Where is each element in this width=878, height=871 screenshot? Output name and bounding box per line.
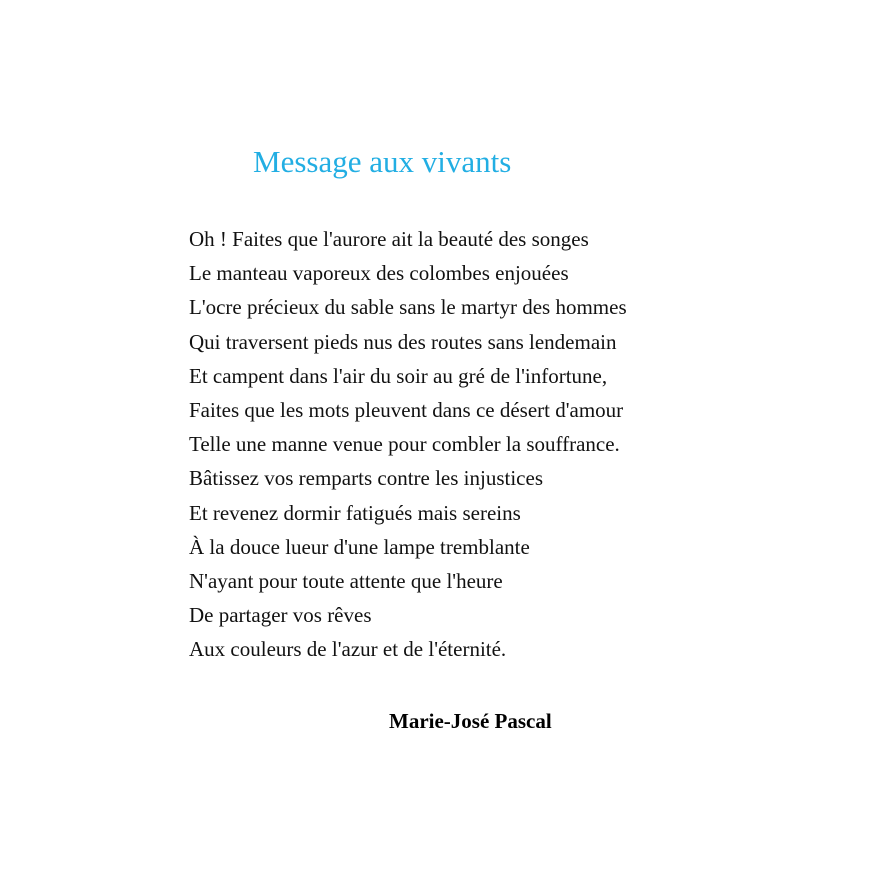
poem-author: Marie-José Pascal xyxy=(389,709,552,733)
poem-line: Faites que les mots pleuvent dans ce désert d'amour xyxy=(189,398,624,423)
poem-body xyxy=(189,222,809,667)
poem-line: Bâtissez vos remparts contre les injustices xyxy=(189,466,543,491)
poem-line: Oh ! Faites que l'aurore ait la beauté des songes xyxy=(189,227,589,251)
poem-line: De partager vos rêves xyxy=(189,603,372,628)
poem-line: N'ayant pour toute attente que l'heure xyxy=(189,569,503,594)
poem-line: À la douce lueur d'une lampe tremblante xyxy=(189,534,530,559)
poem-line: Et revenez dormir fatigués mais sereins xyxy=(189,500,521,525)
poem-line: Et campent dans l'air du soir au gré de l'infortune, xyxy=(189,363,608,388)
poem-line: L'ocre précieux du sable sans le martyr des hommes xyxy=(189,295,627,320)
poem-line: Telle une manne venue pour combler la souffrance. xyxy=(189,432,620,457)
poem-line: Aux couleurs de l'azur et de l'éternité. xyxy=(189,637,507,662)
poem-line: Le manteau vaporeux des colombes enjouées xyxy=(189,261,569,286)
poem-line: Qui traversent pieds nus des routes sans lendemain xyxy=(189,329,617,354)
poem-title: Message aux vivants xyxy=(253,144,512,179)
